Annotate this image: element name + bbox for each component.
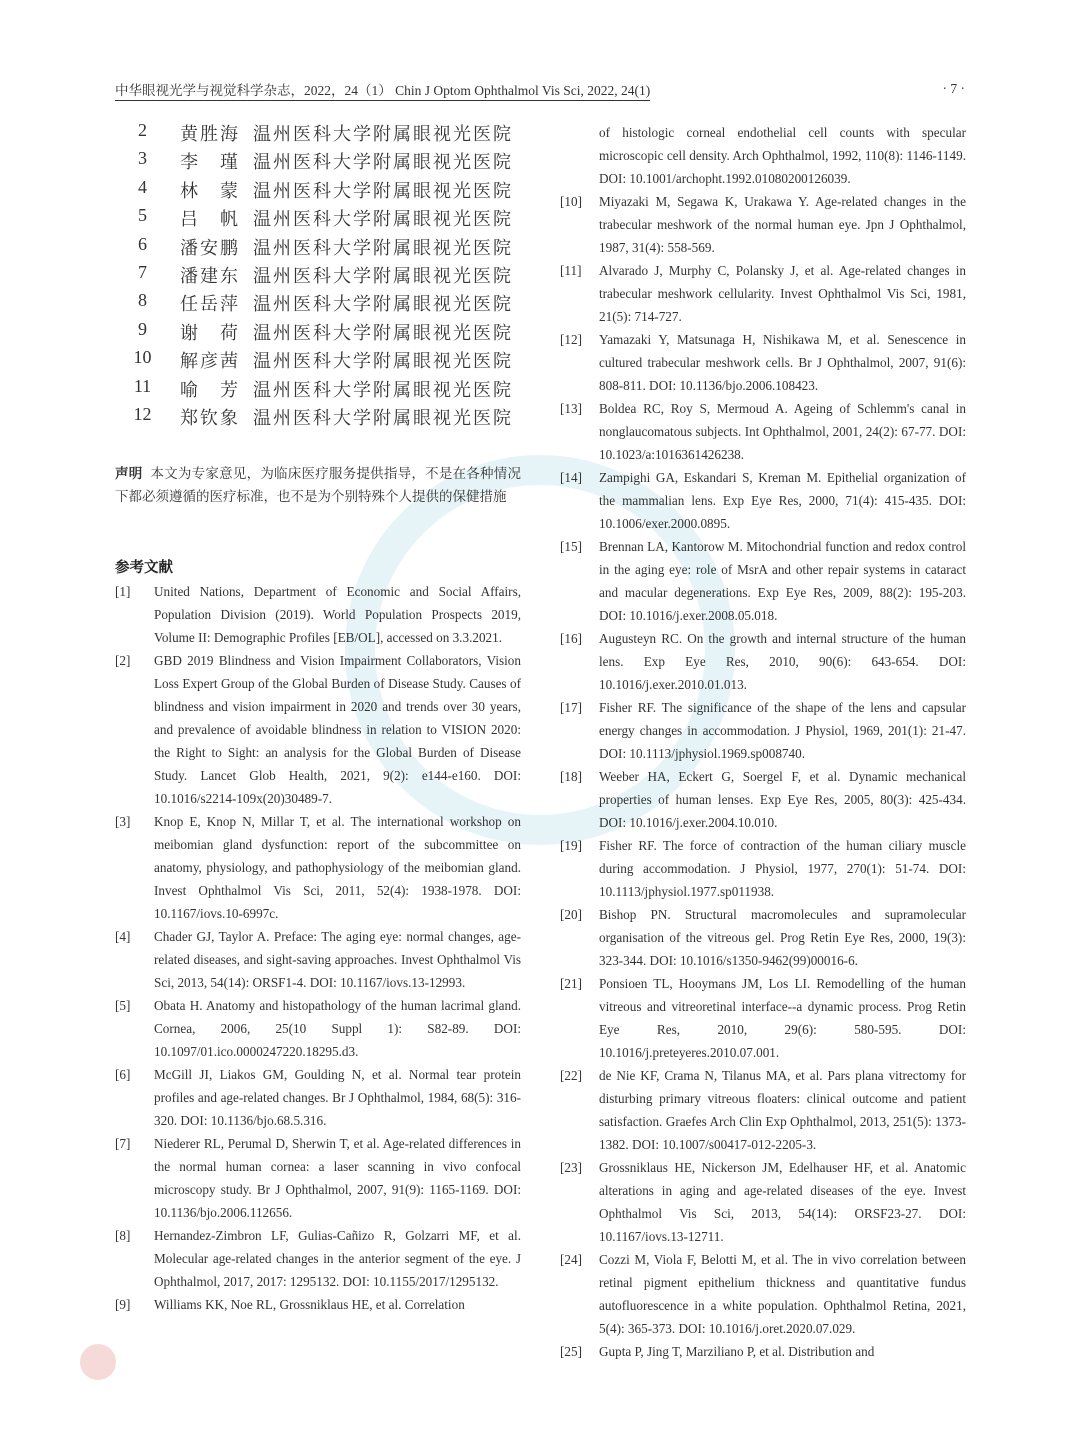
member-name: 吕 帆 [180, 209, 240, 230]
member-name: 喻 芳 [180, 379, 240, 400]
member-name: 黄胜海 [180, 124, 240, 144]
reference-index: [9] [115, 1297, 131, 1312]
reference-item [560, 1156, 966, 1248]
reference-item [115, 649, 521, 810]
member-institution: 温州医科大学附属眼视光医院 [253, 266, 513, 286]
publisher-logo-icon [80, 1344, 116, 1380]
reference-index: [18] [560, 769, 582, 784]
reference-index: [11] [560, 263, 582, 278]
reference-item [115, 994, 521, 1063]
reference-text: Grossniklaus HE, Nickerson JM, Edelhauser HF, et al. Anatomic alterations in aging and age-related diseases of the eye. Invest Ophthalmol Vis Sci, 2013, 54(14): ORSF23-27. DOI: 10.1167/iovs.13-12711. [599, 1160, 966, 1244]
reference-index: [24] [560, 1252, 582, 1267]
reference-item [115, 1293, 521, 1316]
reference-index: [20] [560, 907, 582, 922]
reference-item [560, 466, 966, 535]
member-name: 潘安鹏 [180, 237, 240, 258]
reference-text: Weeber HA, Eckert G, Soergel F, et al. Dynamic mechanical properties of human lenses. Exp Eye Res, 2005, 80(3): 425-434. DOI: 10.1016/j.exer.2004.10.010. [599, 769, 966, 830]
reference-text: Alvarado J, Murphy C, Polansky J, et al. Age-related changes in trabecular meshwork cellularity. Invest Ophthalmol Vis Sci, 1981, 21(5): 714-727. [599, 263, 966, 324]
reference-index: [15] [560, 539, 582, 554]
reference-item [560, 121, 966, 190]
reference-item [560, 972, 966, 1064]
reference-text: Gupta P, Jing T, Marziliano P, et al. Distribution and [599, 1344, 875, 1359]
reference-text: Miyazaki M, Segawa K, Urakawa Y. Age-related changes in the trabecular meshwork of the normal human eye. Jpn J Ophthalmol, 1987, 31(4): 558-569. [599, 194, 966, 255]
reference-item [560, 627, 966, 696]
member-institution: 温州医科大学附属眼视光医院 [253, 408, 513, 428]
reference-text: Fisher RF. The force of contraction of the human ciliary muscle during accommodation. J Physiol, 1977, 270(1): 51-74. DOI: 10.1113/jphysiol.1977.sp011938. [599, 838, 966, 899]
member-name: 林 蒙 [180, 180, 240, 201]
statement [115, 462, 521, 508]
member-number: 5 [138, 205, 147, 226]
reference-item [560, 765, 966, 834]
reference-index: [16] [560, 631, 582, 646]
reference-item [115, 925, 521, 994]
reference-item [560, 834, 966, 903]
reference-item [560, 1064, 966, 1156]
reference-item [560, 903, 966, 972]
member-institution: 温州医科大学附属眼视光医院 [253, 152, 513, 173]
member-number: 6 [138, 233, 147, 254]
reference-index: [1] [115, 584, 131, 599]
reference-text: Williams KK, Noe RL, Grossniklaus HE, et al. Correlation [154, 1297, 465, 1312]
member-number: 7 [138, 262, 147, 282]
member-number: 4 [138, 176, 147, 197]
reference-text: United Nations, Department of Economic and Social Affairs, Population Division (2019). World Population Prospects 2019, Volume II: Demographic Profiles [EB/OL], accessed on 3.3.2021. [154, 584, 521, 645]
reference-index: [4] [115, 929, 131, 944]
reference-index: [7] [115, 1136, 131, 1151]
member-institution: 温州医科大学附属眼视光医院 [253, 124, 513, 144]
reference-item [115, 1132, 521, 1224]
reference-index: [3] [115, 814, 131, 829]
reference-text: Cozzi M, Viola F, Belotti M, et al. The in vivo correlation between retinal pigment epithelium thickness and quantitative fundus autofluorescence in a white population. Ophthalmol Retina, 2021, 5(4): 365-373. DOI: 10.1016/j.oret.2020.07.029. [599, 1252, 966, 1336]
reference-text: Brennan LA, Kantorow M. Mitochondrial function and redox control in the aging eye: role of MsrA and other repair systems in cataract and macular degenerations. Exp Eye Res, 2009, 88(2): 195-203. DOI: 10.1016/j.exer.2008.05.018. [599, 539, 966, 623]
reference-index: [13] [560, 401, 582, 416]
reference-text: Boldea RC, Roy S, Mermoud A. Ageing of Schlemm's canal in nonglaucomatous subjects. Int Ophthalmol, 2001, 24(2): 67-77. DOI: 10.1023/a:1016361426238. [599, 401, 966, 462]
statement-text: 本文为专家意见，为临床医疗服务提供指导，不是在各种情况下都必须遵循的医疗标准，也不是为个别特殊个人提供的保健措施 [115, 466, 522, 504]
member-institution: 温州医科大学附属眼视光医院 [253, 294, 513, 315]
reference-text: Yamazaki Y, Matsunaga H, Nishikawa M, et al. Senescence in cultured trabecular meshwork cells. Br J Ophthalmol, 2007, 91(6): 808-811. DOI: 10.1136/bjo.2006.108423. [599, 332, 966, 393]
reference-text: Bishop PN. Structural macromolecules and supramolecular organisation of the vitreous gel. Prog Retin Eye Res, 2000, 19(3): 323-344. DOI: 10.1016/s1350-9462(99)00016-6. [599, 907, 966, 968]
journal-citation: 中华眼视光学与视觉科学杂志，2022，24（1） Chin J Optom Ophthalmol Vis Sci, 2022, 24(1) [115, 79, 650, 101]
reference-item [560, 328, 966, 397]
reference-index: [14] [560, 470, 582, 485]
member-name: 潘建东 [180, 266, 240, 286]
reference-index: [22] [560, 1068, 582, 1083]
reference-index: [21] [560, 976, 582, 991]
member-institution: 温州医科大学附属眼视光医院 [253, 379, 513, 400]
member-number: 10 [133, 347, 152, 368]
reference-text: McGill JI, Liakos GM, Goulding N, et al. Normal tear protein profiles and age-related changes. Br J Ophthalmol, 1984, 68(5): 316-320. DOI: 10.1136/bjo.68.5.316. [154, 1067, 521, 1128]
reference-text: Knop E, Knop N, Millar T, et al. The international workshop on meibomian gland dysfunction: report of the subcommittee on anatomy, physiology, and pathophysiology of the meibomian gland. Invest Ophthalmol Vis Sci, 2011, 52(4): 1938-1978. DOI: 10.1167/iovs.10-6997c. [154, 814, 521, 921]
reference-item [115, 580, 521, 649]
reference-index: [19] [560, 838, 582, 853]
member-name: 郑钦象 [180, 408, 240, 428]
member-number: 2 [138, 120, 147, 140]
reference-index: [17] [560, 700, 582, 715]
reference-text: de Nie KF, Crama N, Tilanus MA, et al. Pars plana vitrectomy for disturbing primary vitreous floaters: clinical outcome and patient satisfaction. Graefes Arch Clin Exp Ophthalmol, 2013, 251(5): 1373-1382. DOI: 10.1007/s00417-012-2205-3. [599, 1068, 966, 1152]
reference-index: [2] [115, 653, 131, 668]
reference-text: Chader GJ, Taylor A. Preface: The aging eye: normal changes, age-related diseases, and sight-saving approaches. Invest Ophthalmol Vis Sci, 2013, 54(14): ORSF1-4. DOI: 10.1167/iovs.13-12993. [154, 929, 521, 990]
reference-text: Ponsioen TL, Hooymans JM, Los LI. Remodelling of the human vitreous and vitreoretinal interface--a dynamic process. Prog Retin Eye Res, 2010, 29(6): 580-595. DOI: 10.1016/j.preteyeres.2010.07.001. [599, 976, 966, 1060]
reference-index: [12] [560, 332, 582, 347]
reference-index: [25] [560, 1344, 582, 1359]
page-number: · 7 · [942, 81, 965, 96]
member-institution: 温州医科大学附属眼视光医院 [253, 322, 513, 343]
member-number: 9 [138, 318, 147, 339]
reference-item [560, 259, 966, 328]
member-name: 解彦茜 [180, 351, 240, 372]
reference-text: Hernandez-Zimbron LF, Gulias-Cañizo R, Golzarri MF, et al. Molecular age-related changes in the anterior segment of the eye. J Ophthalmol, 2017, 2017: 1295132. DOI: 10.1155/2017/1295132. [154, 1228, 521, 1289]
reference-item [115, 1224, 521, 1293]
reference-index: [6] [115, 1067, 131, 1082]
reference-item [560, 190, 966, 259]
reference-text: GBD 2019 Blindness and Vision Impairment Collaborators, Vision Loss Expert Group of the Global Burden of Disease Study. Causes of blindness and vision impairment in 2020 and trends over 30 years, and prevalence of avoidable blindness in relation to VISION 2020: the Right to Sight: an analysis for the Global Burden of Disease Study. Lancet Glob Health, 2021, 9(2): e144-e160. DOI: 10.1016/s2214-109x(20)30489-7. [154, 653, 521, 806]
reference-item [560, 397, 966, 466]
member-name: 谢 荷 [180, 322, 240, 343]
running-header [115, 79, 965, 99]
member-number: 3 [138, 148, 147, 169]
member-institution: 温州医科大学附属眼视光医院 [253, 237, 513, 258]
references-title: 参考文献 [115, 560, 173, 576]
references-right [560, 121, 966, 1363]
member-institution: 温州医科大学附属眼视光医院 [253, 180, 513, 201]
reference-item [115, 810, 521, 925]
reference-item [560, 1248, 966, 1340]
reference-text: Augusteyn RC. On the growth and internal structure of the human lens. Exp Eye Res, 2010, 90(6): 643-654. DOI: 10.1016/j.exer.2010.01.013. [599, 631, 966, 692]
member-institution: 温州医科大学附属眼视光医院 [253, 351, 513, 372]
reference-text: Zampighi GA, Eskandari S, Kreman M. Epithelial organization of the mammalian lens. Exp Eye Res, 2000, 71(4): 415-435. DOI: 10.1006/exer.2000.0895. [599, 470, 966, 531]
member-name: 李 瑾 [180, 152, 240, 173]
reference-item [115, 1063, 521, 1132]
reference-text: Obata H. Anatomy and histopathology of the human lacrimal gland. Cornea, 2006, 25(10 Suppl 1): S82-89. DOI: 10.1097/01.ico.0000247220.18295.d3. [154, 998, 521, 1059]
reference-item [560, 696, 966, 765]
statement-label: 声明 [115, 466, 143, 481]
member-institution: 温州医科大学附属眼视光医院 [253, 209, 513, 230]
reference-item [560, 1340, 966, 1363]
reference-text: Fisher RF. The significance of the shape of the lens and capsular energy changes in accommodation. J Physiol, 1969, 201(1): 21-47. DOI: 10.1113/jphysiol.1969.sp008740. [599, 700, 966, 761]
member-name: 任岳萍 [180, 294, 240, 315]
reference-index: [10] [560, 194, 582, 209]
member-number: 12 [133, 404, 152, 424]
reference-index: [8] [115, 1228, 131, 1243]
reference-text: of histologic corneal endothelial cell counts with specular microscopic cell density. Arch Ophthalmol, 1992, 110(8): 1146-1149. DOI: 10.1001/archopht.1992.01080200126039. [599, 125, 966, 186]
reference-index: [23] [560, 1160, 582, 1175]
references-left [115, 580, 521, 1316]
member-number: 8 [138, 290, 147, 311]
member-number: 11 [133, 375, 152, 396]
reference-text: Niederer RL, Perumal D, Sherwin T, et al. Age-related differences in the normal human cornea: a laser scanning in vivo confocal microscopy study. Br J Ophthalmol, 2007, 91(9): 1165-1169. DOI: 10.1136/bjo.2006.112656. [154, 1136, 521, 1220]
reference-item [560, 535, 966, 627]
reference-index: [5] [115, 998, 131, 1013]
